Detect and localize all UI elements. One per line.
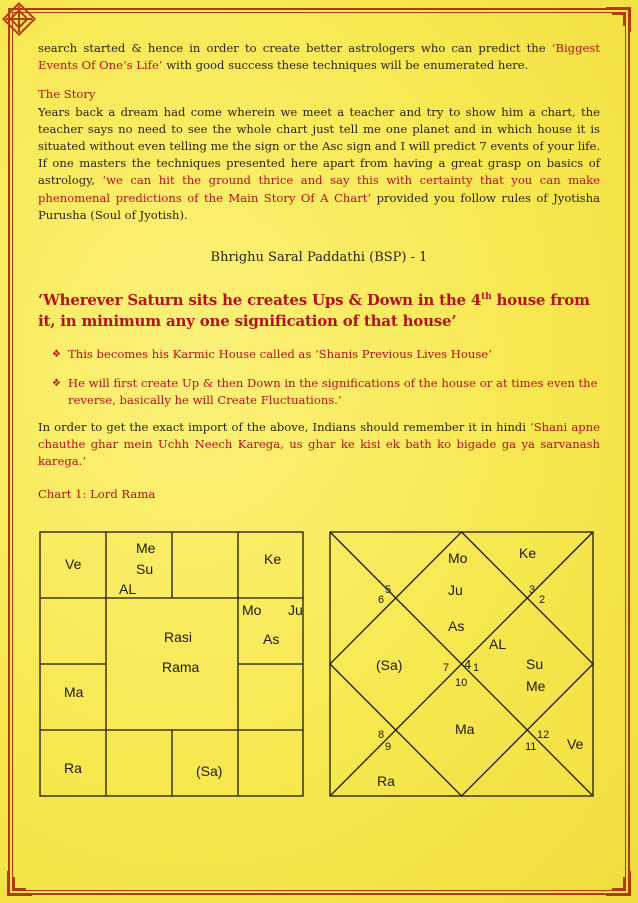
north-indian-chart xyxy=(329,531,594,797)
story-highlight: ‘we can hit the ground thrice and say this with certainty that you can make phenomenal predictions of the Main Story Of A Chart’ xyxy=(38,173,600,205)
planet-ve: Ve xyxy=(567,736,584,752)
ornament-knot-icon xyxy=(2,2,36,36)
house-number: 4 xyxy=(464,657,472,672)
planet-mo: Mo xyxy=(448,550,468,566)
rasi-chart xyxy=(39,531,304,797)
house-sa: (Sa) xyxy=(196,763,223,779)
intro-text: search started & hence in order to create better astrologers who can predict the xyxy=(38,41,552,55)
planet-as: As xyxy=(448,618,465,634)
diamond-bullet-icon: ❖ xyxy=(52,349,61,361)
quote-text-end: house from it, in minimum any one signification of that house’ xyxy=(38,291,590,331)
house-al: AL xyxy=(119,581,137,597)
quote-text: ‘Wherever Saturn sits he creates Ups & Down in the 4 xyxy=(38,291,482,310)
house-ke: Ke xyxy=(264,551,282,567)
ornament-corner-icon xyxy=(602,867,636,901)
list-item xyxy=(38,346,600,363)
page-content xyxy=(38,40,600,501)
hindi-paragraph xyxy=(38,419,600,471)
house-number: 6 xyxy=(378,594,385,606)
chart-title-name: Rama xyxy=(162,659,200,675)
planet-al: AL xyxy=(489,636,507,652)
house-number: 9 xyxy=(385,741,392,753)
ornament-corner-icon xyxy=(2,867,36,901)
intro-text-end: with good success these techniques will be enumerated here. xyxy=(162,58,529,73)
intro-paragraph xyxy=(38,40,600,74)
planet-ju: Ju xyxy=(448,582,463,598)
ornament-corner-icon xyxy=(602,2,636,36)
hindi-quote: ‘Shani apne chauthe ghar mein Uchh Neech Karega, us ghar ke kisi ek bath ko bigade ga ya sarvanash karega.’ xyxy=(38,420,600,469)
planet-ma: Ma xyxy=(455,721,475,737)
house-number: 12 xyxy=(537,729,550,741)
house-ve: Ve xyxy=(65,556,82,572)
story-text: Years back a dream had come wherein we meet a teacher and try to show him a chart, the teacher says no need to see the whole chart just tell me one planet and in which house it is situated without even telling me the sign or the Asc sign and I will predict 7 events of your life. If one masters the techniques presented here apart from having a great grasp on basics of astrology, xyxy=(38,104,600,188)
story-text-end: provided you follow rules of Jyotisha Purusha (Soul of Jyotish). xyxy=(38,190,600,222)
list-item xyxy=(38,375,600,409)
planet-ra: Ra xyxy=(377,773,395,789)
house-as: As xyxy=(263,631,280,647)
house-number: 7 xyxy=(443,662,450,674)
section-title: Bhrighu Saral Paddathi (BSP) - 1 xyxy=(210,250,428,266)
quote-superscript: th xyxy=(481,292,492,303)
house-number: 2 xyxy=(539,594,546,606)
chart-caption: Chart 1: Lord Rama xyxy=(38,486,156,501)
house-ra: Ra xyxy=(64,760,82,776)
bullet-text: He will first create Up & then Down in the significations of the house or at times even the reverse, basically he will Create Fluctuations.’ xyxy=(68,376,598,408)
hindi-intro: In order to get the exact import of the above, Indians should remember it in hindi xyxy=(38,420,531,435)
house-number: 1 xyxy=(473,662,480,674)
chart-title-rasi: Rasi xyxy=(164,629,193,645)
house-number: 3 xyxy=(529,584,536,596)
intro-highlight: ‘Biggest Events Of One’s Life’ xyxy=(38,41,600,73)
story-paragraph xyxy=(38,104,600,224)
story-heading: The Story xyxy=(38,87,96,102)
house-su: Su xyxy=(136,561,154,577)
planet-me: Me xyxy=(526,678,546,694)
house-number: 11 xyxy=(525,741,537,753)
principle-quote xyxy=(38,287,600,332)
planet-sa: (Sa) xyxy=(376,657,403,673)
bullet-list xyxy=(38,346,600,409)
house-number: 10 xyxy=(455,677,468,689)
house-ma: Ma xyxy=(64,684,84,700)
house-mo: Mo xyxy=(242,602,262,618)
house-number: 5 xyxy=(385,584,392,596)
bullet-text: This becomes his Karmic House called as ‘Shanis Previous Lives House’ xyxy=(68,347,492,362)
planet-ke: Ke xyxy=(519,545,537,561)
house-ju: Ju xyxy=(288,602,303,618)
charts-area xyxy=(39,531,601,797)
house-me: Me xyxy=(136,540,156,556)
house-number: 8 xyxy=(378,729,385,741)
diamond-bullet-icon: ❖ xyxy=(52,378,61,390)
planet-su: Su xyxy=(526,656,544,672)
